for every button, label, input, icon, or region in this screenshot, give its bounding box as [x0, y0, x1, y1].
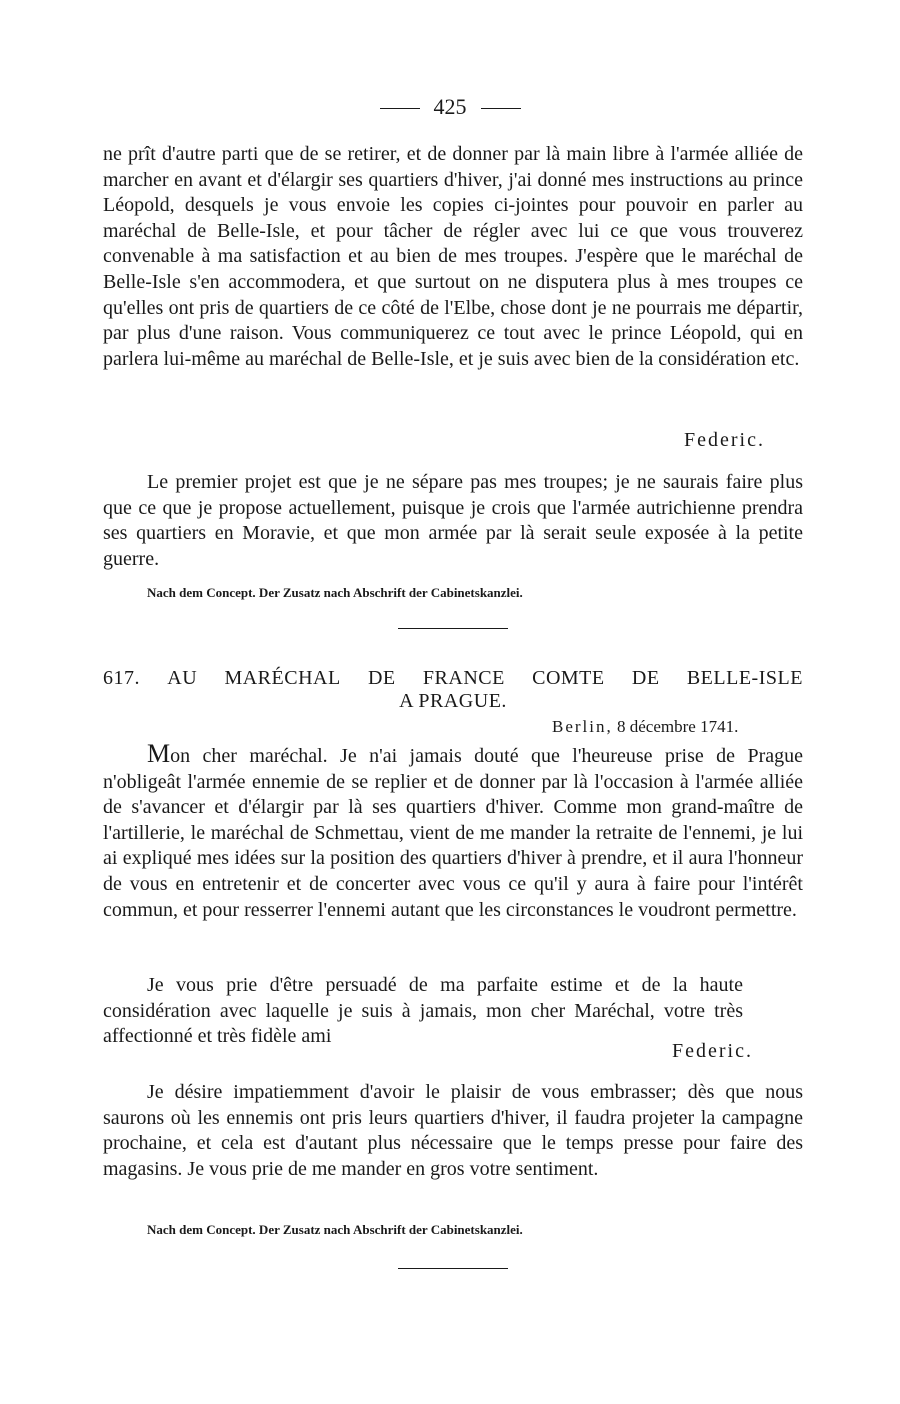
letter-617-dateline: [552, 717, 738, 737]
heading-word: COMTE: [532, 667, 605, 689]
dateline-place: Berlin,: [552, 717, 613, 736]
letter-616-postscript: Le premier projet est que je ne sépare pas mes troupes; je ne saurais faire plus que ce que je propose actuellement, puisque je crois que l'armée autrichienne prendra ses quartiers en Moravie, et que mon armée par là serait seule exposée à la petite guerre.: [103, 471, 803, 570]
letter-617-body-paragraph-1: [103, 741, 803, 923]
salutation-rest: on cher maréchal. Je n'ai jamais douté que l'heureuse prise de Prague n'obligeât l'armée ennemie de se replier et de donner par là l'occasion à l'armée alliée de s'avancer et d'élargir par là ses quartiers d'hiver. Comme mon grand-maître de l'artillerie, le maréchal de Schmettau, vient de me mander la retraite de l'ennemi, je lui ai expliqué mes idées sur la position des quartiers d'hiver à prendre, et il aura l'honneur de vous en entretenir et de concerter avec vous ce qu'il y aura à faire pour l'intérêt commun, et pour resserrer l'ennemi autant que les circonstances le voudront permettre.: [103, 745, 803, 921]
heading-word: MARÉCHAL: [224, 667, 341, 689]
heading-word: FRANCE: [422, 667, 505, 689]
letter-617-postscript: Je désire impatiemment d'avoir le plaisir de vous embrasser; dès que nous saurons où les ennemis ont pris leurs quartiers d'hiver, il faudra projeter la campagne prochaine, et cela est d'autant plus nécessaire que le temps presse pour faire des magasins. Je vous prie de me mander en gros votre sentiment.: [103, 1081, 803, 1180]
salutation-initial: M: [147, 739, 171, 768]
page-number-left-dash: [380, 108, 420, 109]
section-divider-bottom: [398, 1268, 508, 1269]
letter-617-heading-line1: [103, 667, 803, 690]
page-number-text: 425: [433, 94, 467, 119]
letter-617-body-paragraph-2: Je vous prie d'être persuadé de ma parfaite estime et de la haute considération avec laquelle je suis à jamais, mon cher Maréchal, votre très affectionné et très fidèle ami: [103, 974, 743, 1048]
heading-word: DE: [631, 667, 660, 689]
letter-617-signature: Federic.: [672, 1040, 753, 1062]
page-number: [0, 94, 900, 120]
letter-617-heading: [103, 667, 803, 713]
letter-616-signature: Federic.: [684, 429, 765, 451]
heading-word: DE: [367, 667, 396, 689]
letter-616-source-note: Nach dem Concept. Der Zusatz nach Abschrift der Cabinetskanzlei.: [147, 585, 523, 600]
section-divider-top: [398, 628, 508, 629]
page-number-right-dash: [481, 108, 521, 109]
heading-word: BELLE-ISLE: [686, 667, 803, 689]
heading-word: AU: [167, 667, 198, 689]
letter-number: 617.: [103, 667, 140, 689]
letter-617-heading-line2: A PRAGUE.: [399, 690, 507, 712]
dateline-date: 8 décembre 1741.: [617, 717, 739, 736]
letter-617-source-note: Nach dem Concept. Der Zusatz nach Abschrift der Cabinetskanzlei.: [147, 1222, 523, 1237]
letter-616-closing-paragraph: ne prît d'autre parti que de se retirer, et de donner par là main libre à l'armée alliée de marcher en avant et d'élargir ses quartiers d'hiver, j'ai donné mes instructions au prince Léopold, desquels je vous envoie les copies ci-jointes pour pouvoir en parler au maréchal de Belle-Isle, et pour tâcher de régler avec lui ce que vous trouverez convenable à ma satisfaction et au bien de mes troupes. J'espère que le maréchal de Belle-Isle s'en accommodera, et que surtout on ne disputera plus à mes troupes ce qu'elles ont pris de quartiers de ce côté de l'Elbe, chose dont je ne pourrais me départir, par plus d'une raison. Vous communiquerez ce tout avec le prince Léopold, qui en parlera lui-même au maréchal de Belle-Isle, et je suis avec bien de la considération etc.: [103, 143, 803, 370]
